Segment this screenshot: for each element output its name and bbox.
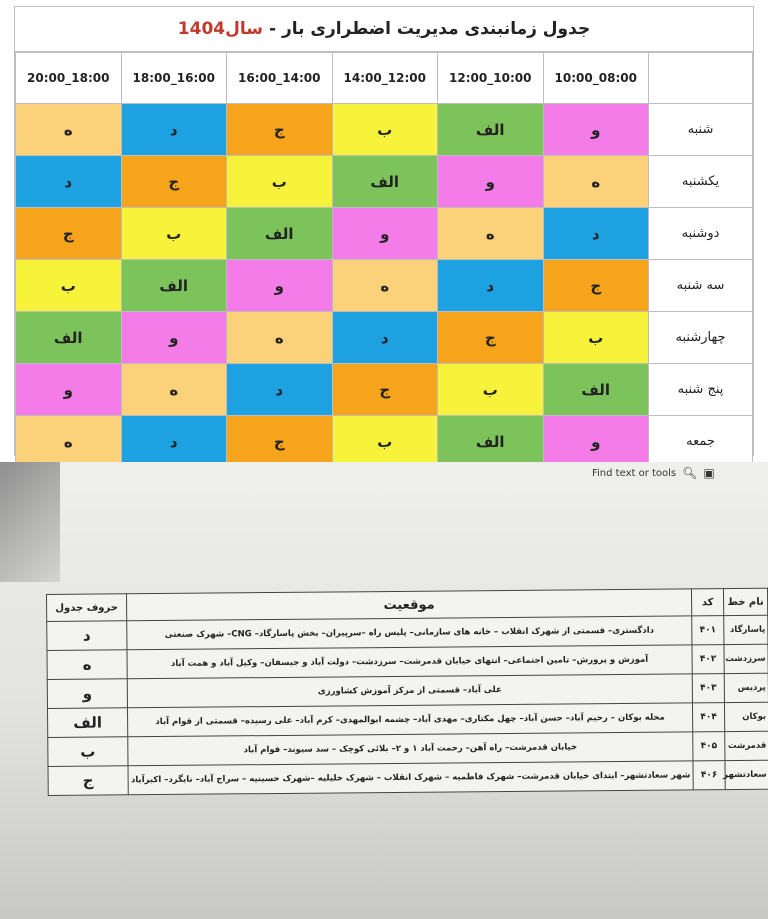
group-cell: ج xyxy=(438,312,544,364)
day-row xyxy=(16,260,753,312)
day-label: دوشنبه xyxy=(649,208,753,260)
line-name: پردیس xyxy=(724,673,768,702)
location-desc: خیابان قدمرشت– راه آهن– رحمت آباد ۱ و ۲– بلائی کوچک – سد سیوند– قوام آباد xyxy=(128,732,693,766)
group-cell: د xyxy=(16,156,122,208)
time-slot-header: 08:00_10:00 xyxy=(543,53,649,104)
line-code: ۴۰۴ xyxy=(692,703,724,732)
group-letter: ه xyxy=(47,650,127,680)
group-cell: د xyxy=(121,104,227,156)
group-letter: ج xyxy=(48,766,128,796)
group-cell: ج xyxy=(332,364,438,416)
day-row xyxy=(16,104,753,156)
schedule-table xyxy=(15,52,753,468)
group-cell: الف xyxy=(16,312,122,364)
location-desc: دادگستری– قسمتی از شهرک انقلاب – خانه های سازمانی– پلیس راه –سرپیران– بخش پاسارگاد– CNG– شهرک صنعتی xyxy=(127,616,692,650)
group-cell: الف xyxy=(121,260,227,312)
day-row xyxy=(16,208,753,260)
time-slot-header: 10:00_12:00 xyxy=(438,53,544,104)
group-cell: ه xyxy=(543,156,649,208)
time-header-row xyxy=(16,53,753,104)
day-label: پنج شنبه xyxy=(649,364,753,416)
group-cell: د xyxy=(121,416,227,468)
schedule-title-text: جدول زمانبندی مدیریت اضطراری بار - xyxy=(268,19,591,39)
search-icon[interactable]: 🔍︎ xyxy=(682,466,698,480)
time-slot-header: 14:00_16:00 xyxy=(227,53,333,104)
group-cell: ب xyxy=(16,260,122,312)
day-row xyxy=(16,156,753,208)
group-cell: د xyxy=(227,364,333,416)
group-cell: ه xyxy=(332,260,438,312)
group-cell: و xyxy=(16,364,122,416)
group-letter: ب xyxy=(48,737,128,767)
group-cell: الف xyxy=(438,104,544,156)
group-cell: ج xyxy=(16,208,122,260)
line-name-header: نام خط xyxy=(723,588,767,615)
location-row xyxy=(48,760,768,795)
group-cell: ب xyxy=(227,156,333,208)
code-header: کد xyxy=(691,589,723,616)
location-desc: محله بوکان – رحیم آباد– حسن آباد– چهل مکتاری– مهدی آباد– چشمه ابوالمهدی– کرم آباد– علی رسیده– قسمتی از قوام آباد xyxy=(127,703,692,737)
group-cell: د xyxy=(543,208,649,260)
schedule-year: سال1404 xyxy=(177,19,263,39)
line-name: قدمرشت xyxy=(725,731,768,760)
day-label: یکشنبه xyxy=(649,156,753,208)
group-cell: ه xyxy=(438,208,544,260)
group-cell: ب xyxy=(332,104,438,156)
group-cell: و xyxy=(332,208,438,260)
group-cell: ه xyxy=(16,416,122,468)
group-cell: الف xyxy=(438,416,544,468)
schedule-title xyxy=(15,7,753,52)
location-desc: شهر سعادتشهر– ابتدای خیابان قدمرشت– شهرک فاطمیه – شهرک انقلاب – شهرک خلیلیه –شهرک حسینیه – سراج آباد– نایگرد– اکبرآباد xyxy=(128,761,693,795)
group-cell: و xyxy=(543,104,649,156)
group-cell: الف xyxy=(227,208,333,260)
location-photo xyxy=(0,462,768,919)
line-code: ۴۰۵ xyxy=(693,732,725,761)
find-label[interactable]: Find text or tools xyxy=(592,467,677,479)
line-code: ۴۰۳ xyxy=(692,674,724,703)
group-cell: ب xyxy=(121,208,227,260)
group-cell: ه xyxy=(16,104,122,156)
corner-cell xyxy=(649,53,753,104)
location-desc: علی آباد– قسمتی از مرکز آموزش کشاورزی xyxy=(127,674,692,708)
line-name: سرزدشت xyxy=(724,644,768,673)
group-cell: و xyxy=(438,156,544,208)
group-cell: د xyxy=(438,260,544,312)
line-code: ۴۰۱ xyxy=(692,616,724,645)
group-letter: الف xyxy=(47,708,127,738)
line-code: ۴۰۲ xyxy=(692,645,724,674)
time-slot-header: 12:00_14:00 xyxy=(332,53,438,104)
group-cell: ج xyxy=(227,104,333,156)
time-slot-header: 18:00_20:00 xyxy=(16,53,122,104)
group-cell: ج xyxy=(543,260,649,312)
day-row xyxy=(16,416,753,468)
day-label: شنبه xyxy=(649,104,753,156)
group-cell: د xyxy=(332,312,438,364)
group-cell: و xyxy=(121,312,227,364)
schedule-panel xyxy=(14,6,754,456)
day-row xyxy=(16,312,753,364)
line-name: سعادتشهر xyxy=(725,760,768,789)
group-letter: و xyxy=(47,679,127,709)
group-cell: ه xyxy=(227,312,333,364)
line-name: پاسارگاد xyxy=(724,615,768,644)
group-cell: الف xyxy=(543,364,649,416)
day-label: چهارشنبه xyxy=(649,312,753,364)
line-name: بوکان xyxy=(724,702,768,731)
day-label: سه شنبه xyxy=(649,260,753,312)
location-table xyxy=(46,588,768,796)
group-cell: و xyxy=(543,416,649,468)
photo-shadow xyxy=(0,462,60,582)
time-slot-header: 16:00_18:00 xyxy=(121,53,227,104)
group-cell: ب xyxy=(543,312,649,364)
day-label: جمعه xyxy=(649,416,753,468)
group-cell: ج xyxy=(121,156,227,208)
find-bar[interactable] xyxy=(592,466,715,480)
location-desc: آموزش و پرورش– تامین اجتماعی– انتهای خیابان قدمرشت– سرزدشت– دولت آباد و جیسفان– وکیل آباد و همت آباد xyxy=(127,645,692,679)
group-cell: ب xyxy=(438,364,544,416)
group-cell: ه xyxy=(121,364,227,416)
group-cell: الف xyxy=(332,156,438,208)
save-icon[interactable]: ▣ xyxy=(703,466,715,480)
letter-header: حروف جدول xyxy=(47,594,127,622)
group-cell: ج xyxy=(227,416,333,468)
location-header: موقعیت xyxy=(127,589,692,621)
line-code: ۴۰۶ xyxy=(693,761,725,790)
group-cell: و xyxy=(227,260,333,312)
group-cell: ب xyxy=(332,416,438,468)
day-row xyxy=(16,364,753,416)
group-letter: د xyxy=(47,621,127,651)
